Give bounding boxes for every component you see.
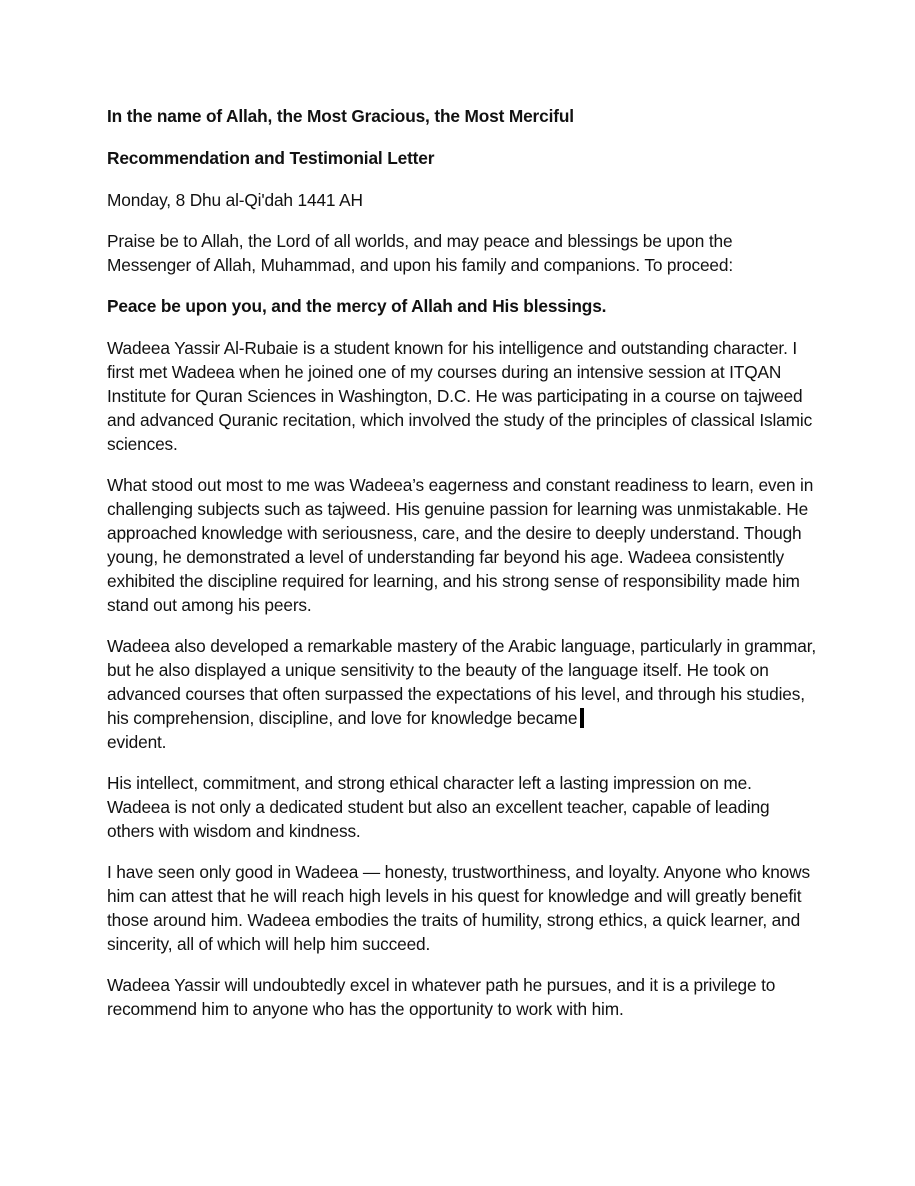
body-paragraph-3: [107, 634, 819, 754]
body-paragraph-1: Wadeea Yassir Al-Rubaie is a student known for his intelligence and outstanding character. I first met Wadeea when he joined one of my courses during an intensive session at ITQAN Institute for Quran Sciences in Washington, D.C. He was participating in a course on tajweed and advanced Quranic recitation, which involved the study of the principles of classical Islamic sciences.: [107, 338, 813, 454]
closing-paragraph: Wadeea Yassir will undoubtedly excel in whatever path he pursues, and it is a privilege to recommend him to anyone who has the opportunity to work with him.: [107, 975, 776, 1019]
invocation-heading: In the name of Allah, the Most Gracious, the Most Merciful: [107, 106, 574, 126]
letter-title: Recommendation and Testimonial Letter: [107, 148, 435, 168]
letter-date: Monday, 8 Dhu al-Qi'dah 1441 AH: [107, 190, 363, 210]
greeting-paragraph: Peace be upon you, and the mercy of Allah and His blessings.: [107, 296, 607, 316]
document-page: [107, 104, 819, 1038]
text-cursor: [580, 708, 584, 728]
body-paragraph-4: His intellect, commitment, and strong ethical character left a lasting impression on me. Wadeea is not only a dedicated student but also an excellent teacher, capable of leading others with wisdom and kindness.: [107, 773, 770, 841]
body-paragraph-5: I have seen only good in Wadeea — honesty, trustworthiness, and loyalty. Anyone who knows him can attest that he will reach high levels in his quest for knowledge and will greatly benefit those around him. Wadeea embodies the traits of humility, strong ethics, a quick learner, and sincerity, all of which will help him succeed.: [107, 862, 810, 954]
body-paragraph-2: What stood out most to me was Wadeea’s eagerness and constant readiness to learn, even in challenging subjects such as tajweed. His genuine passion for learning was unmistakable. He approached knowledge with seriousness, care, and the desire to deeply understand. Though young, he demonstrated a level of understanding far beyond his age. Wadeea consistently exhibited the discipline required for learning, and his strong sense of responsibility made him stand out among his peers.: [107, 475, 814, 615]
body-paragraph-3-tail: evident.: [107, 732, 167, 752]
body-paragraph-3-text: Wadeea also developed a remarkable mastery of the Arabic language, particularly in grammar, but he also displayed a unique sensitivity to the beauty of the language itself. He took on advanced courses that often surpassed the expectations of his level, and through his studies, his comprehension, discipline, and love for knowledge became: [107, 636, 817, 728]
opening-paragraph: Praise be to Allah, the Lord of all worlds, and may peace and blessings be upon the Messenger of Allah, Muhammad, and upon his family and companions. To proceed:: [107, 231, 733, 275]
